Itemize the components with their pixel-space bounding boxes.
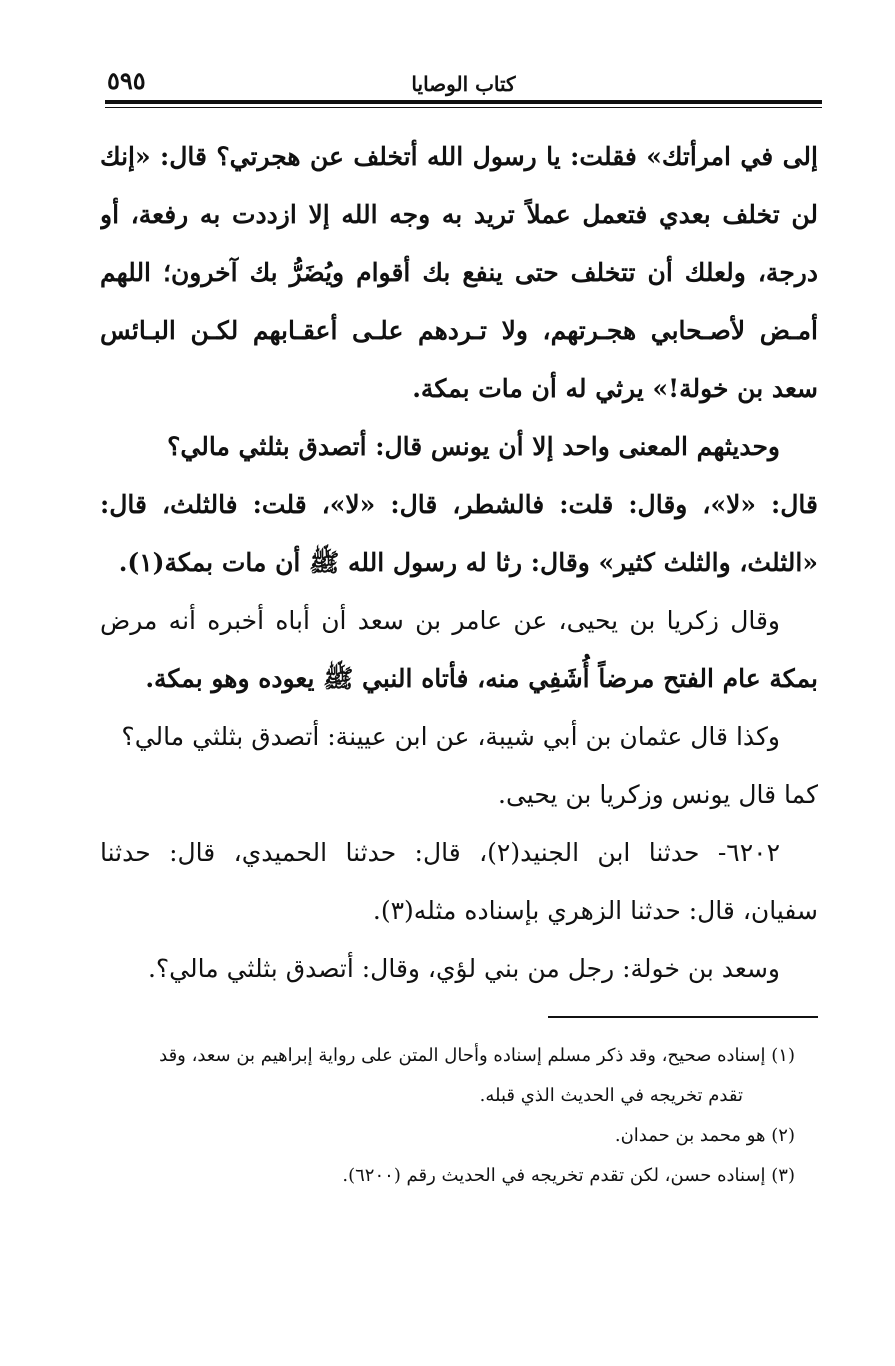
text-line: وحديثهم المعنى واحد إلا أن يونس قال: أتصدق بثلثي مالي؟	[167, 432, 780, 461]
text-line: قال: «لا»، وقال: قلت: فالشطر، قال: «لا»، قلت: فالثلث، قال:	[100, 490, 818, 519]
text-line: سعد بن خولة!» يرثي له أن مات بمكة.	[412, 374, 818, 403]
text-line: إلى في امرأتك» فقلت: يا رسول الله أتخلف عن هجرتي؟ قال: «إنك	[100, 142, 818, 171]
footnote-1-continued: تقدم تخريجه في الحديث الذي قبله.	[479, 1085, 743, 1106]
text-line: بمكة عام الفتح مرضاً أُشَفِي منه، فأتاه النبي ﷺ يعوده وهو بمكة.	[145, 664, 818, 693]
text-line: لن تخلف بعدي فتعمل عملاً تريد به وجه الله إلا ازددت به رفعة، أو	[100, 200, 818, 229]
text-line: وقال زكريا بن يحيى، عن عامر بن سعد أن أباه أخبره أنه مرض	[100, 606, 780, 635]
main-text	[100, 128, 818, 998]
page-number: ٥٩٥	[107, 66, 146, 95]
text-line: وسعد بن خولة: رجل من بني لؤي، وقال: أتصدق بثلثي مالي؟.	[147, 954, 780, 983]
header-rule-thin	[105, 107, 822, 108]
text-line: سفيان، قال: حدثنا الزهري بإسناده مثله(٣).	[372, 896, 818, 925]
footnote-1: (١) إسناده صحيح، وقد ذكر مسلم إسناده وأحال المتن على رواية إبراهيم بن سعد، وقد	[159, 1045, 795, 1066]
text-line: كما قال يونس وزكريا بن يحيى.	[498, 780, 818, 809]
text-line: وكذا قال عثمان بن أبي شيبة، عن ابن عيينة: أتصدق بثلثي مالي؟	[121, 722, 780, 751]
footnote-2: (٢) هو محمد بن حمدان.	[614, 1125, 795, 1146]
running-title: كتاب الوصايا	[411, 72, 516, 96]
footnotes	[85, 1036, 795, 1196]
page-header	[105, 58, 822, 104]
footnote-separator	[548, 1016, 818, 1018]
text-line: درجة، ولعلك أن تتخلف حتى ينفع بك أقوام ويُضَرُّ بك آخرون؛ اللهم	[100, 258, 818, 287]
text-line: «الثلث، والثلث كثير» وقال: رثا له رسول الله ﷺ أن مات بمكة(١).	[118, 548, 818, 577]
text-line: أمـض لأصـحابي هجـرتهم، ولا تـردهم علـى أعقـابهم لكـن البـائس	[100, 316, 818, 345]
hadith-entry-6202: ٦٢٠٢- حدثنا ابن الجنيد(٢)، قال: حدثنا الحميدي، قال: حدثنا	[100, 838, 780, 867]
footnote-3: (٣) إسناده حسن، لكن تقدم تخريجه في الحديث رقم (٦٢٠٠).	[342, 1165, 795, 1186]
header-rule-thick	[105, 100, 822, 104]
